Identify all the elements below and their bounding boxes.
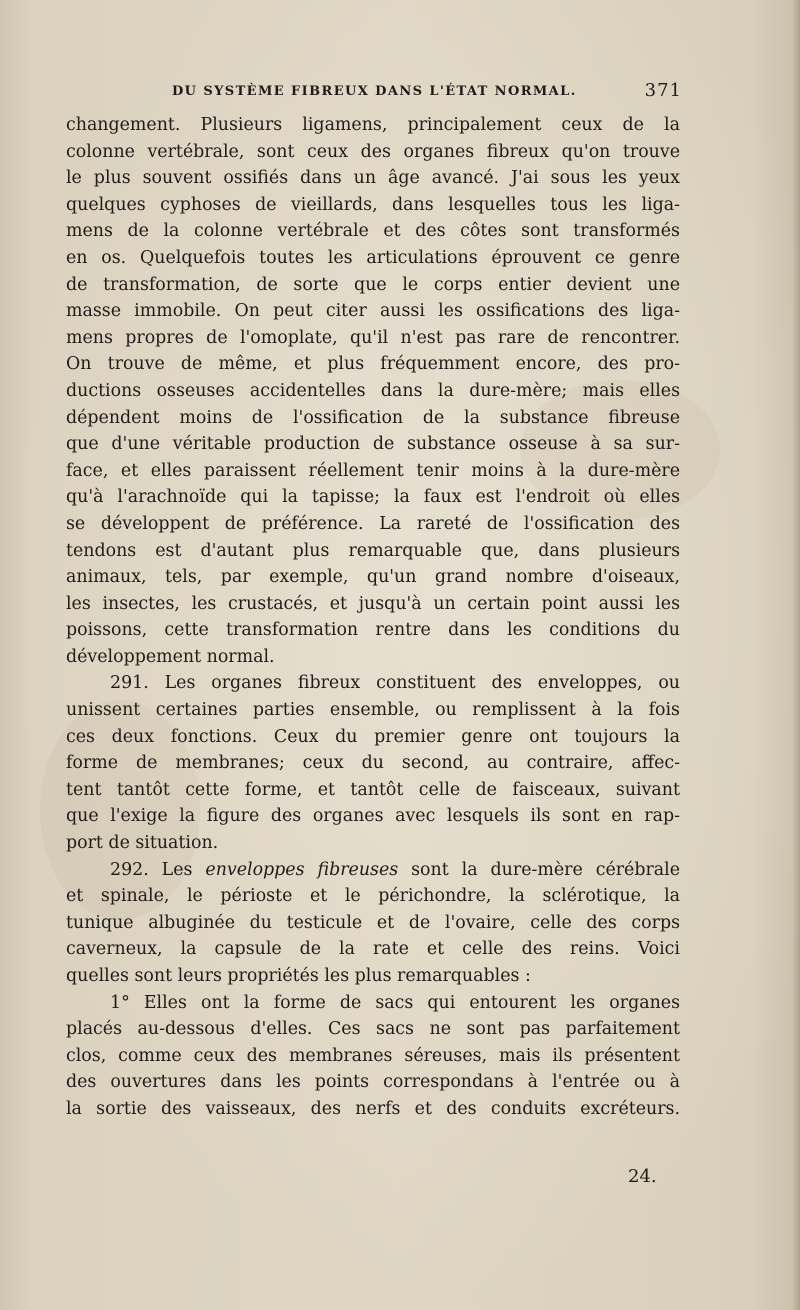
text-line: colonne vertébrale, sont ceux des organes fibreux qu'on trouve [66, 141, 680, 162]
text-line: quelques cyphoses de vieillards, dans lesquelles tous les liga- [66, 194, 680, 215]
running-title: DU SYSTÈME FIBREUX DANS L'ÉTAT NORMAL. [172, 84, 577, 99]
text-line: dépendent moins de l'ossification de la substance fibreuse [66, 407, 680, 428]
text-line: que d'une véritable production de substance osseuse à sa sur- [66, 434, 680, 455]
text-line: tunique albuginée du testicule et de l'ovaire, celle des corps [66, 912, 680, 933]
text-line: poissons, cette transformation rentre dans les conditions du [66, 620, 680, 641]
text-line: On trouve de même, et plus fréquemment encore, des pro- [66, 354, 680, 375]
text-line: tent tantôt cette forme, et tantôt celle de faisceaux, suivant [66, 779, 680, 800]
text-line: port de situation. [66, 833, 219, 854]
paragraph-start-291: 291. Les organes fibreux constituent des enveloppes, ou [110, 673, 680, 694]
text-line: le plus souvent ossifiés dans un âge avancé. J'ai sous les yeux [66, 168, 680, 189]
text-line: en os. Quelquefois toutes les articulations éprouvent ce genre [66, 247, 680, 268]
text-line: ces deux fonctions. Ceux du premier genre ont toujours la [66, 726, 680, 747]
text-line: ductions osseuses accidentelles dans la dure-mère; mais elles [66, 380, 680, 401]
text-line: qu'à l'arachnoïde qui la tapisse; la faux est l'endroit où elles [66, 487, 680, 508]
text-line: que l'exige la figure des organes avec lesquels ils sont en rap- [66, 806, 680, 827]
text-line: masse immobile. On peut citer aussi les ossifications des liga- [66, 301, 680, 322]
text-line: tendons est d'autant plus remarquable que, dans plusieurs [66, 540, 680, 561]
text-line: les insectes, les crustacés, et jusqu'à un certain point aussi les [66, 593, 680, 614]
text-line: la sortie des vaisseaux, des nerfs et des conduits excréteurs. [66, 1098, 680, 1119]
text-line: mens propres de l'omoplate, qu'il n'est pas rare de rencontrer. [66, 327, 680, 348]
text-line: changement. Plusieurs ligamens, principalement ceux de la [66, 115, 680, 135]
text-line: face, et elles paraissent réellement tenir moins à la dure-mère [66, 460, 680, 481]
text-line: développement normal. [66, 646, 275, 667]
text-line: caverneux, la capsule de la rate et celle des reins. Voici [66, 939, 680, 960]
italic-term: enveloppes fibreuses [205, 859, 399, 880]
text-line: unissent certaines parties ensemble, ou remplissent à la fois [66, 700, 680, 721]
signature-mark: 24. [628, 1166, 657, 1187]
text-line: se développent de préférence. La rareté de l'ossification des [66, 513, 680, 534]
page-number: 371 [644, 80, 682, 101]
text-line: forme de membranes; ceux du second, au contraire, affec- [66, 753, 680, 774]
text-line: et spinale, le périoste et le périchondre, la sclérotique, la [66, 886, 680, 907]
paragraph-start-item-1: 1° Elles ont la forme de sacs qui entourent les organes [110, 992, 680, 1013]
text-line: clos, comme ceux des membranes séreuses, mais ils présentent [66, 1045, 680, 1066]
paragraph-start-292: 292. Les enveloppes fibreuses sont la dure-mère cérébrale [110, 859, 681, 880]
body-text [66, 112, 680, 1123]
text-line: de transformation, de sorte que le corps entier devient une [66, 274, 680, 295]
text-line: placés au-dessous d'elles. Ces sacs ne sont pas parfaitement [66, 1019, 680, 1040]
text-line: animaux, tels, par exemple, qu'un grand nombre d'oiseaux, [66, 567, 680, 588]
text-line: mens de la colonne vertébrale et des côtes sont transformés [66, 221, 680, 242]
text-line: quelles sont leurs propriétés les plus remarquables : [66, 966, 531, 986]
running-head [100, 80, 682, 110]
text-line: des ouvertures dans les points correspondans à l'entrée ou à [66, 1072, 680, 1093]
